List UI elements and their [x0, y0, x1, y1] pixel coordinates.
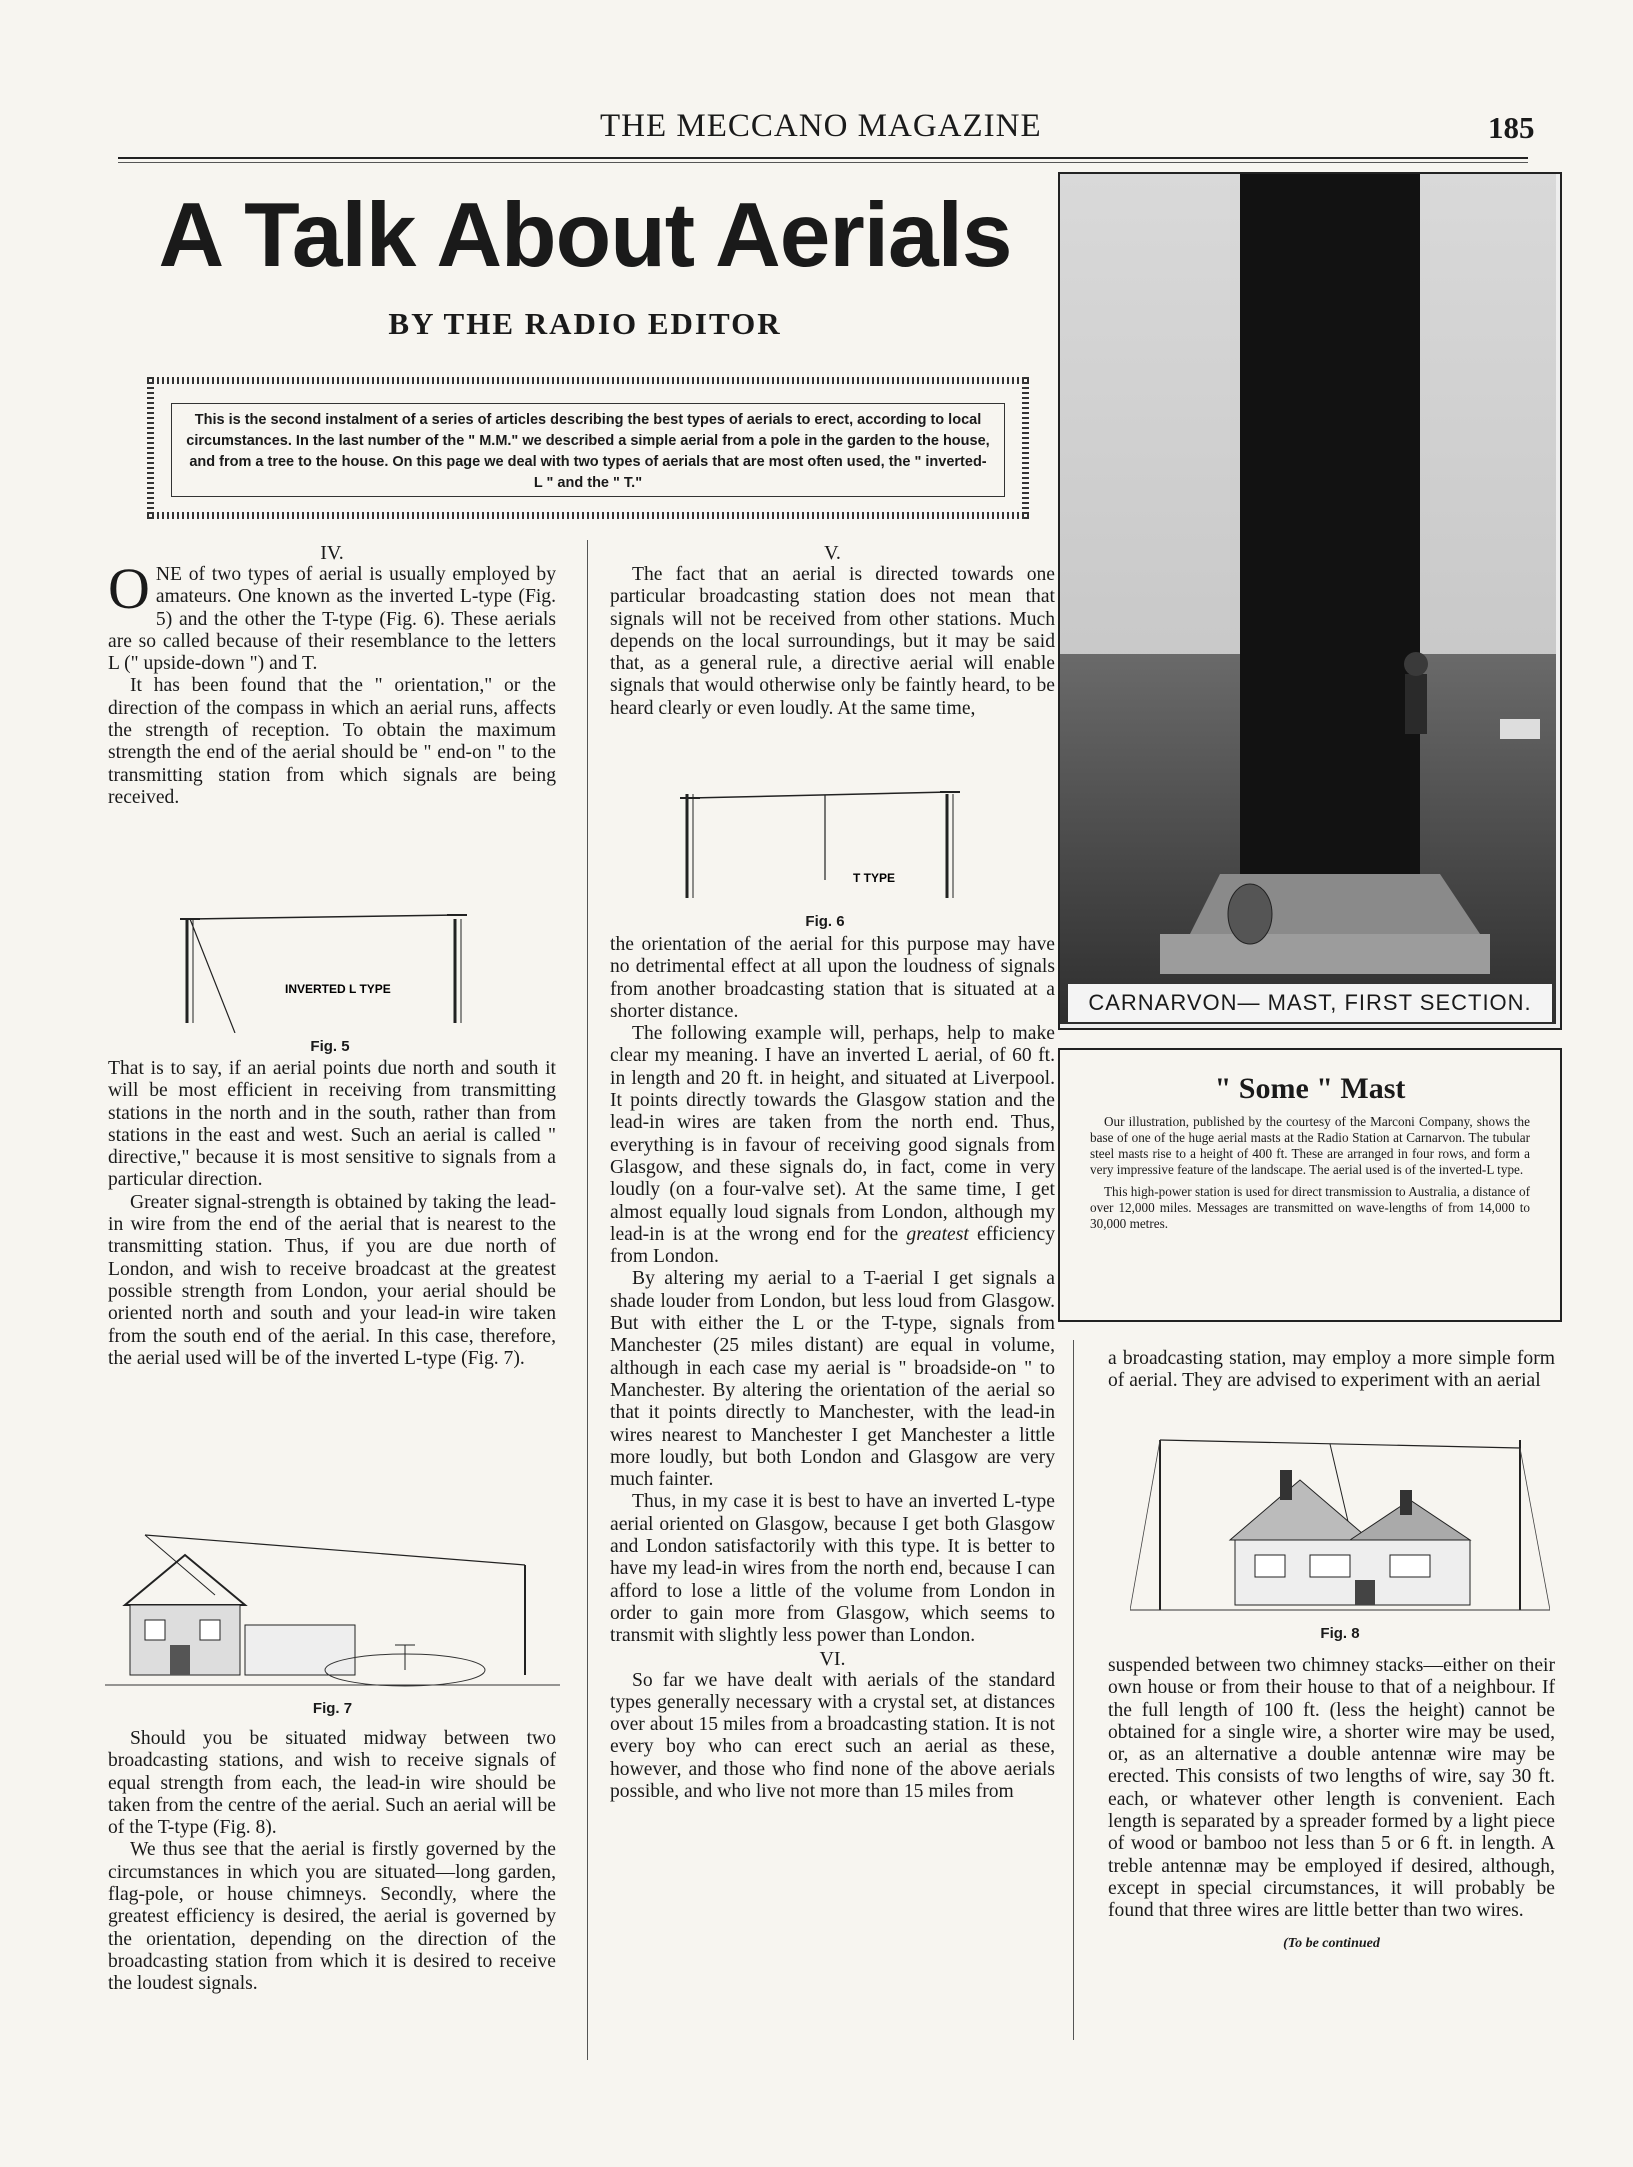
- column1-para4: Greater signal-strength is obtained by taking the lead-in wire from the end of the aerial that is nearest to the transmitting station. Thus, if you are due north of London, and wish to receive broadcast at the greatest possible strength from London, your aerial should be oriented north and south and your lead-in wire taken from the south end of the aerial. In this case, therefore, the aerial used will be of the inverted L-type (Fig. 7).: [108, 1191, 556, 1369]
- page-number: 185: [1488, 110, 1535, 145]
- t-aerial-diagram: [675, 780, 975, 908]
- drop-cap: O: [108, 556, 150, 621]
- sidebar-box: [1058, 1048, 1562, 1322]
- fig5-label: INVERTED L TYPE: [285, 982, 391, 996]
- sidebar-para1: Our illustration, published by the courtesy of the Marconi Company, shows the base of one of the huge aerial masts at the Radio Station at Carnarvon. The tubular steel masts rise to a height of 400 ft. These are arranged in four rows, and form a very impressive feature of the landscape. The aerial used is of the inverted-L type.: [1090, 1114, 1530, 1177]
- chimney-aerial-illustration: [1130, 1420, 1550, 1620]
- column2-para4: By altering my aerial to a T-aerial I get signals a shade louder from London, but less loud from Glasgow. But with either the L or the T-type, signals from Manchester (25 miles distant) are equal in volume, although in each case my aerial is " broadside-on " to Manchester. By altering the orientation of the aerial so that it points directly to Manchester, with the lead-in wires nearest to Manchester I get Manchester a little more loudly, but both London and Glasgow are very much fainter.: [610, 1268, 1055, 1491]
- intro-box: [140, 370, 1036, 526]
- column-3: [1108, 1348, 1555, 1393]
- fig6-label: T TYPE: [853, 871, 896, 885]
- article-title: A Talk About Aerials: [158, 185, 1012, 286]
- column3-para1: a broadcasting station, may employ a more simple form of aerial. They are advised to experiment with an aerial: [1108, 1348, 1555, 1392]
- magazine-title: THE MECCANO MAGAZINE: [600, 108, 1042, 144]
- house-inverted-l-illustration: [105, 1505, 560, 1695]
- fig7-caption: Fig. 7: [312, 1700, 353, 1717]
- fig6-caption: Fig. 6: [805, 913, 845, 930]
- column1-para1: ONE of two types of aerial is usually employed by amateurs. One known as the inverted L-type (Fig. 5) and the other the T-type (Fig. 6). These aerials are so called because of their resemblance to the letters L (" upside-down ") and T.: [108, 556, 556, 675]
- photo-caption: CARNARVON— MAST, FIRST SECTION.: [1068, 984, 1552, 1022]
- carnarvon-mast-photo: [1058, 172, 1562, 1030]
- figure-5: [175, 905, 485, 1055]
- running-head: [0, 108, 1633, 148]
- column2-para5: Thus, in my case it is best to have an inverted L-type aerial oriented on Glasgow, because I get both Glasgow and London satisfactorily with this type. It is better to have my lead-in wires from the north end, because I can afford to lose a little of the volume from London in order to gain more from Glasgow, which seems to transmit with slightly less power than London.: [610, 1491, 1055, 1647]
- section-heading-vi: VI.: [819, 1647, 846, 1670]
- column2-para3: The following example will, perhaps, help to make clear my meaning. I have an inverted L aerial, of 60 ft. in length and 20 ft. in height, and situated at Liverpool. It points directly towards the Glasgow station and the lead-in wires are taken from the north end. Thus, everything is in favour of receiving good signals from Glasgow, and these signals do, in fact, come in very loudly (on a four-valve set). At the same time, I get almost equally loud signals from London, although my lead-in is at the wrong end for the greatest efficiency from London.: [610, 1023, 1055, 1268]
- section-heading-v: V.: [824, 542, 841, 564]
- column-3-cont: [1108, 1655, 1555, 1955]
- article-byline: BY THE RADIO EDITOR: [388, 306, 782, 341]
- header-rule-thin: [118, 162, 1528, 163]
- figure-6: [675, 780, 975, 930]
- sidebar-para2: This high-power station is used for direct transmission to Australia, a distance of over 12,000 miles. Messages are transmitted on wave-lengths of from 14,000 to 30,000 metres.: [1090, 1184, 1530, 1231]
- column-1-end: [108, 1728, 556, 1996]
- intro-text: This is the second instalment of a series of articles describing the best types of aerials to erect, according to local circumstances. In the last number of the " M.M." we described a simple aerial from a pole in the garden to the house, and from a tree to the house. On this page we deal with two types of aerials that are most often used, the " inverted-L " and the " T.": [171, 403, 1005, 497]
- column1-para2: It has been found that the " orientation," or the direction of the compass in which an aerial runs, affects the strength of reception. To obtain the maximum strength the end of the aerial should be " end-on " to the transmitting station from which signals are being received.: [108, 675, 556, 808]
- mast-photo-image: [1060, 174, 1556, 1024]
- section-heading-iv: IV.: [320, 542, 344, 564]
- inverted-l-aerial-diagram: [175, 905, 485, 1033]
- column2-para1: The fact that an aerial is directed towards one particular broadcasting station does not mean that signals will not be received from other stations. Much depends on the local surroundings, but it may be said that, as a general rule, a directive aerial will enable signals that would otherwise only be faintly heard, to be heard clearly or even loudly. At the same time,: [610, 564, 1055, 719]
- to-be-continued: (To be continued: [1283, 1935, 1380, 1951]
- column-rule-2: [1073, 1340, 1074, 2040]
- fig5-caption: Fig. 5: [310, 1038, 350, 1055]
- column1-para3: That is to say, if an aerial points due north and south it will be most efficient in receiving from transmitting stations in the north and in the south, rather than from stations in the east and west. Such an aerial is called " directive," because it is most sensitive to signals from a particular direction.: [108, 1058, 556, 1191]
- column3-para2: suspended between two chimney stacks—either on their own house or from their house to that of a neighbour. If the full length of 100 ft. (less the height) cannot be obtained for a single wire, a shorter wire may be used, or, as an alternative a double antennæ wire may be erected. This consists of two lengths of wire, say 30 ft. each, or whatever other length is convenient. Each length is separated by a spreader formed by a light piece of wood or bamboo not less than 5 or 6 ft. in length. A treble antennæ may be employed if desired, although, except in special circumstances, it will probably be found that three wires are little better than two wires.: [1108, 1655, 1555, 1922]
- fig8-caption: Fig. 8: [1320, 1625, 1360, 1642]
- column2-para2: the orientation of the aerial for this purpose may have no detrimental effect at all upon the loudness of signals from another broadcasting station that is situated at a shorter distance.: [610, 934, 1055, 1022]
- column2-para6: So far we have dealt with aerials of the standard types generally necessary with a crystal set, at distances over about 15 miles from a broadcasting station. It is not every boy who can erect such an aerial as these, however, and those who find none of the above aerials possible, and who live not more than 15 miles from: [610, 1669, 1055, 1802]
- header-rule: [118, 157, 1528, 159]
- column1-para5: Should you be situated midway between two broadcasting stations, and wish to receive signals of equal strength from each, the lead-in wire should be taken from the centre of the aerial. Such an aerial will be of the T-type (Fig. 8).: [108, 1728, 556, 1839]
- sidebar-text: [1060, 1114, 1560, 1232]
- figure-8: [1130, 1420, 1550, 1640]
- column-2-cont: [610, 934, 1055, 1803]
- column1-para6: We thus see that the aerial is firstly governed by the circumstances in which you are situated—long garden, flag-pole, or house chimneys. Secondly, where the greatest efficiency is desired, the aerial is governed by the orientation, depending on the direction of the broadcasting station from which it is desired to receive the loudest signals.: [108, 1839, 556, 1995]
- sidebar-title: " Some " Mast: [1214, 1072, 1406, 1105]
- column-rule-1: [587, 540, 588, 2060]
- column-1: [108, 542, 556, 809]
- column-2: [610, 542, 1055, 720]
- figure-7: [105, 1505, 560, 1715]
- column-1-cont: [108, 1058, 556, 1370]
